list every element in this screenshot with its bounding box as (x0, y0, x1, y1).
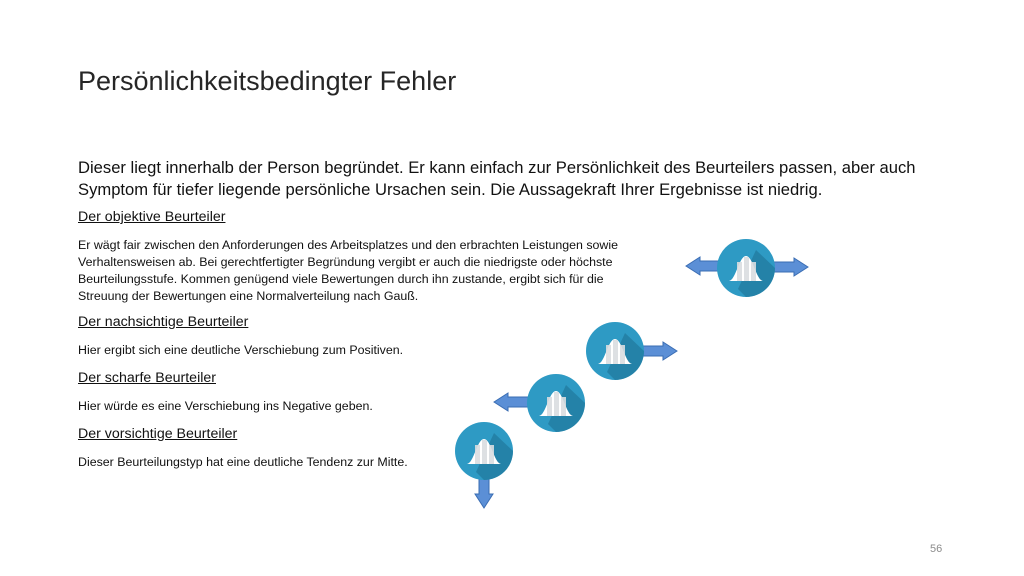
strict-rater-icon (494, 374, 585, 432)
text-line: Hier ergibt sich eine deutliche Verschiebung zum Positiven. (78, 343, 404, 357)
arrow-left-icon (686, 257, 720, 275)
intro-paragraph: Dieser liegt innerhalb der Person begründet. Er kann einfach zur Persönlichkeit des Beurteilers passen, aber auch Symptom für tiefer liegende persönliche Ursachen sein. Die Aussagekraft Ihrer Ergebnisse ist niedrig. (78, 158, 916, 199)
heading-strict-rater: Der scharfe Beurteiler (78, 370, 216, 386)
text-line: Beurteilungsstufe. Kommen genügend viele Bewertungen durch ihn zustande, ergibt sich für die (78, 272, 604, 286)
arrow-right-icon (641, 342, 677, 360)
objective-rater-icon (686, 239, 808, 297)
text-line: Er wägt fair zwischen den Anforderungen des Arbeitsplatzes und den erbrachten Leistungen sowie (78, 238, 619, 252)
text-line: Verhaltensweisen ab. Bei gerechtfertigter Begründung vergibt er auch die niedrigste oder höchste (78, 255, 613, 269)
heading-lenient-rater: Der nachsichtige Beurteiler (78, 314, 249, 330)
arrow-right-icon (772, 258, 808, 276)
heading-cautious-rater: Der vorsichtige Beurteiler (78, 426, 238, 442)
heading-objective-rater: Der objektive Beurteiler (78, 209, 226, 225)
text-line: Hier würde es eine Verschiebung ins Negative geben. (78, 399, 373, 413)
page-number: 56 (930, 543, 943, 555)
cautious-rater-icon (455, 422, 513, 508)
slide-title: Persönlichkeitsbedingter Fehler (78, 66, 457, 96)
text-line: Streuung der Bewertungen eine Normalverteilung nach Gauß. (78, 289, 419, 303)
arrow-left-icon (494, 393, 530, 411)
text-line: Dieser Beurteilungstyp hat eine deutliche Tendenz zur Mitte. (78, 455, 408, 469)
lenient-rater-icon (586, 322, 677, 380)
